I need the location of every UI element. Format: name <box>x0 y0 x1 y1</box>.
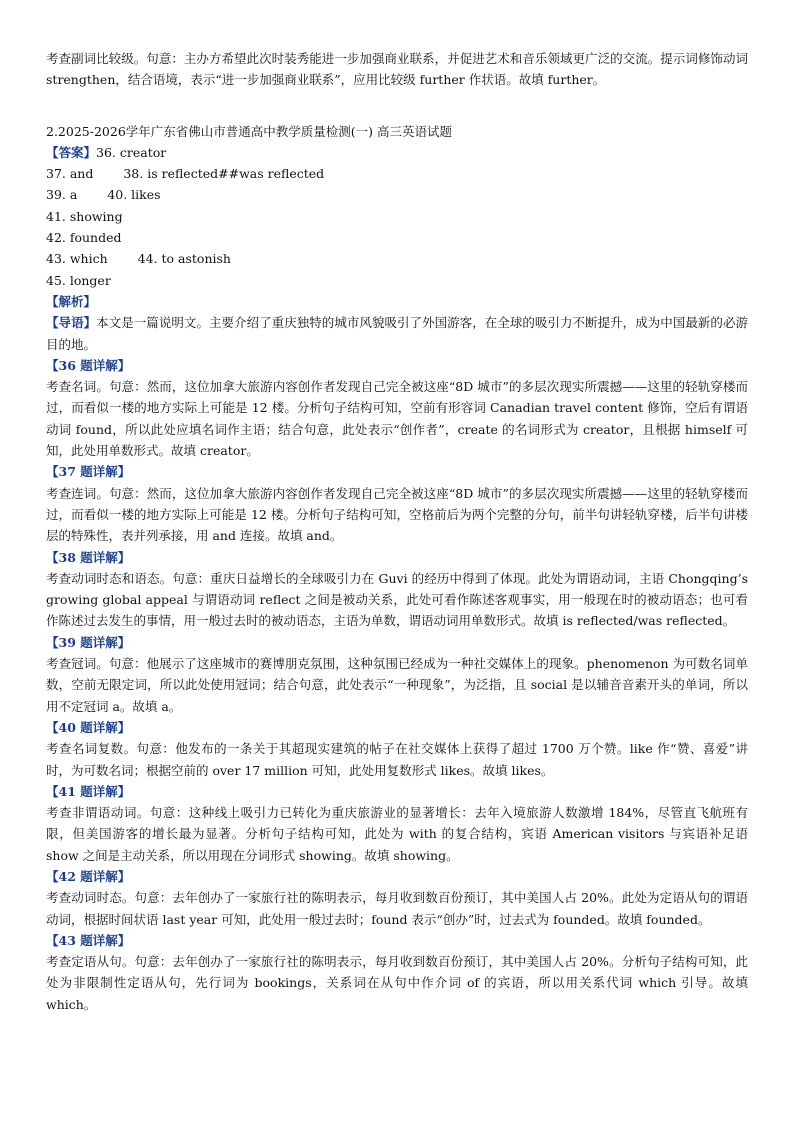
answer-45: 45. longer <box>46 272 111 288</box>
detail-43-text: 考查定语从句。句意：去年创办了一家旅行社的陈明表示，每月收到数百份预订，其中美国人占 20%。分析句子结构可知，此处为非限制性定语从句，先行词为 bookings，关系词在从句中作介词 of 的宾语，所以用关系代词 which 引导。故填 which。 <box>46 954 748 1012</box>
detail-43-title: 【43 题详解】 <box>46 932 131 948</box>
answer-row <box>46 227 748 248</box>
detail-39-text: 考查冠词。句意：他展示了这座城市的赛博朋克氛围，这种氛围已经成为一种社交媒体上的现象。phenomenon 为可数名词单数，空前无限定词，所以此处使用冠词；结合句意，此处表示“一种现象”，为泛指，且 social 是以辅音音素开头的单词，所以用不定冠词 a。故填 a。 <box>46 656 748 714</box>
intro-paragraph: 考查副词比较级。句意：主办方希望此次时装秀能进一步加强商业联系，并促进艺术和音乐领域更广泛的交流。提示词修饰动词 strengthen，结合语境，表示“进一步加强商业联系”，应用比较级 further 作状语。故填 further。 <box>46 51 748 88</box>
detail-38-title: 【38 题详解】 <box>46 549 131 565</box>
detail-37-text: 考查连词。句意：然而，这位加拿大旅游内容创作者发现自己完全被这座“8D 城市”的多层次现实所震撼——这里的轻轨穿楼而过，而看似一楼的地方实际上可能是 12 楼。分析句子结构可知，空格前后为两个完整的分句，前半句讲轻轨穿楼，后半句讲楼层的特殊性，表并列承接，用 and 连接。故填 and。 <box>46 485 748 544</box>
analysis-label: 【解析】 <box>46 293 97 309</box>
detail-40-title: 【40 题详解】 <box>46 719 131 735</box>
answer-list <box>46 142 748 291</box>
answer-39: 39. a <box>46 187 78 203</box>
document-page <box>46 48 748 1015</box>
detail-36-title: 【36 题详解】 <box>46 357 131 373</box>
detail-42-text: 考查动词时态。句意：去年创办了一家旅行社的陈明表示，每月收到数百份预订，其中美国人占 20%。此处为定语从句的谓语动词，根据时间状语 last year 可知，此处用一般过去时；found 表示“创办”时，过去式为 founded。故填 founded。 <box>46 890 748 927</box>
section-title: 2.2025-2026学年广东省佛山市普通高中教学质量检测(一) 高三英语试题 <box>46 123 453 139</box>
guide-text: 本文是一篇说明文。主要介绍了重庆独特的城市风貌吸引了外国游客，在全球的吸引力不断提升，成为中国最新的必游目的地。 <box>46 315 748 352</box>
detail-38-text: 考查动词时态和语态。句意：重庆日益增长的全球吸引力在 Guvi 的经历中得到了体现。此处为谓语动词，主语 Chongqing’s growing global appeal 与谓语动词 reflect 之间是被动关系，此处可看作陈述客观事实，用一般现在时的被动语态；也可看作陈述过去发生的事情，用一般过去时的被动语态，主语为单数，谓语动词用单数形式。故填 is reflected/was reflected。 <box>46 570 748 629</box>
answer-37: 37. and <box>46 166 94 182</box>
answer-row <box>46 184 748 205</box>
answer-36: 36. creator <box>96 144 167 160</box>
answer-label: 【答案】 <box>46 144 97 160</box>
detail-37-title: 【37 题详解】 <box>46 464 131 480</box>
answer-row <box>46 248 748 269</box>
guide-label: 【导语】 <box>46 315 97 331</box>
answer-row <box>46 270 748 291</box>
section-gap <box>46 91 748 121</box>
answer-40: 40. likes <box>107 187 161 203</box>
detail-41-text: 考查非谓语动词。句意：这种线上吸引力已转化为重庆旅游业的显著增长：去年入境旅游人数激增 184%，尽管直飞航班有限，但美国游客的增长最为显著。分析句子结构可知，此处为 with 的复合结构，宾语 American visitors 与宾语补足语 show 之间是主动关系，所以用现在分词形式 showing。故填 showing。 <box>46 805 748 863</box>
answer-44: 44. to astonish <box>137 251 231 267</box>
answer-row <box>46 142 748 163</box>
detail-40-text: 考查名词复数。句意：他发布的一条关于其超现实建筑的帖子在社交媒体上获得了超过 1700 万个赞。like 作“赞、喜爱”讲时，为可数名词；根据空前的 over 17 million 可知，此处用复数形式 likes。故填 likes。 <box>46 741 748 778</box>
detail-42-title: 【42 题详解】 <box>46 868 131 884</box>
detail-36-text: 考查名词。句意：然而，这位加拿大旅游内容创作者发现自己完全被这座“8D 城市”的多层次现实所震撼——这里的轻轨穿楼而过，而看似一楼的地方实际上可能是 12 楼。分析句子结构可知，空前有形容词 Canadian travel content 修饰，空后有谓语动词 found，所以此处应填名词作主语；结合句意，此处表示“创作者”，create 的名词形式为 creator，且根据 himself 可知，此处用单数形式。故填 creator。 <box>46 379 748 459</box>
guide-paragraph <box>46 312 748 355</box>
detail-39-title: 【39 题详解】 <box>46 634 131 650</box>
answer-38: 38. is reflected##was reflected <box>123 166 325 182</box>
answer-43: 43. which <box>46 251 108 267</box>
answer-42: 42. founded <box>46 230 122 246</box>
answer-row <box>46 163 748 184</box>
answer-row <box>46 206 748 227</box>
answer-41: 41. showing <box>46 208 123 224</box>
detail-41-title: 【41 题详解】 <box>46 783 131 799</box>
